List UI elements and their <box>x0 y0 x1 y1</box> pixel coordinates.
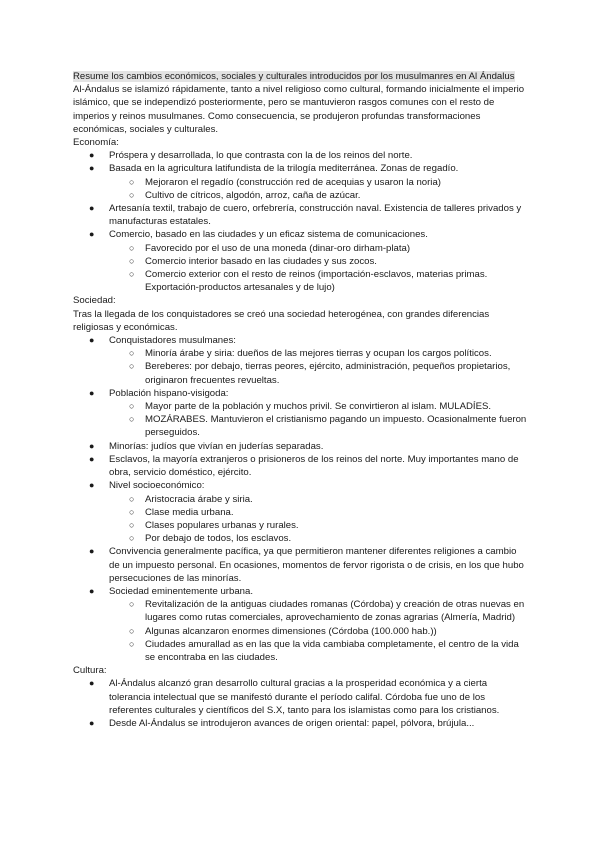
sub-list-item-text: Mejoraron el regadío (construcción red de acequias y usaron la noria) <box>145 176 441 188</box>
hollow-bullet-icon: ○ <box>129 176 135 187</box>
list-item-text: Convivencia generalmente pacífica, ya que permitieron mantener diferentes religiones a cambio de un impuesto personal. En ocasiones, momentos de fervor rigorista o de crisis, en los que hubo persecuciones de las minorías. <box>109 546 524 584</box>
hollow-bullet-icon: ○ <box>129 401 135 412</box>
list-item-text: Conquistadores musulmanes: <box>109 335 236 347</box>
sub-list-item-text: Cultivo de cítricos, algodón, arroz, caña de azúcar. <box>145 189 361 201</box>
list-item <box>73 717 528 730</box>
bullet-icon: ● <box>89 229 95 240</box>
sub-list-item <box>73 532 528 545</box>
sub-list-item-text: Ciudades amurallad as en las que la vida cambiaba completamente, el centro de la vida se encontraba en las ciudades. <box>145 638 519 663</box>
sub-list-item <box>73 413 528 439</box>
sub-list-item <box>73 268 528 294</box>
hollow-bullet-icon: ○ <box>129 242 135 253</box>
sub-list-item <box>73 519 528 532</box>
sub-list-item-text: Clases populares urbanas y rurales. <box>145 519 299 531</box>
sub-list-item-text: Comercio interior basado en las ciudades y sus zocos. <box>145 255 377 267</box>
sub-list-item-text: Aristocracia árabe y siria. <box>145 493 253 505</box>
list-item <box>73 677 528 717</box>
bullet-icon: ● <box>89 480 95 491</box>
list-item <box>73 585 528 598</box>
bullet-icon: ● <box>89 440 95 451</box>
sub-list-item-text: Por debajo de todos, los esclavos. <box>145 533 292 545</box>
hollow-bullet-icon: ○ <box>129 599 135 610</box>
list-item <box>73 228 528 241</box>
list-item <box>73 545 528 585</box>
document-title-block <box>73 70 528 83</box>
sub-list-item <box>73 638 528 664</box>
list-item-text: Nivel socioeconómico: <box>109 480 205 492</box>
list-item-text: Próspera y desarrollada, lo que contrasta con la de los reinos del norte. <box>109 150 413 162</box>
economia-heading: Economía: <box>73 137 119 149</box>
list-item-text: Basada en la agricultura latifundista de la trilogía mediterránea. Zonas de regadío. <box>109 163 459 175</box>
list-item <box>73 162 528 175</box>
sociedad-intro: Tras la llegada de los conquistadores se creó una sociedad heterogénea, con grandes diferencias religiosas y económicas. <box>73 308 490 333</box>
sub-list-item <box>73 506 528 519</box>
bullet-icon: ● <box>89 546 95 557</box>
hollow-bullet-icon: ○ <box>129 348 135 359</box>
list-item <box>73 387 528 400</box>
list-item <box>73 202 528 228</box>
hollow-bullet-icon: ○ <box>129 533 135 544</box>
list-item <box>73 334 528 347</box>
document-title: Resume los cambios económicos, sociales y culturales introducidos por los musulmanres en Al Ándalus <box>73 71 515 82</box>
hollow-bullet-icon: ○ <box>129 255 135 266</box>
cultura-list <box>73 677 528 730</box>
list-item-text: Minorías: judíos que vivían en juderías separadas. <box>109 440 324 452</box>
cultura-heading: Cultura: <box>73 665 107 677</box>
list-item-text: Sociedad eminentemente urbana. <box>109 585 254 597</box>
list-item <box>73 453 528 479</box>
list-item-text: Comercio, basado en las ciudades y un eficaz sistema de comunicaciones. <box>109 229 428 241</box>
hollow-bullet-icon: ○ <box>129 519 135 530</box>
bullet-icon: ● <box>89 585 95 596</box>
hollow-bullet-icon: ○ <box>129 493 135 504</box>
list-item-text: Al-Ándalus alcanzó gran desarrollo cultural gracias a la prosperidad económica y a cierta tolerancia intelectual que se manifestó durante el período califal. Córdoba fue uno de los referentes culturales y científicos del S.X, tanto para los islamistas como para los cristianos. <box>109 678 500 716</box>
sub-list-item-text: MOZÁRABES. Mantuvieron el cristianismo pagando un impuesto. Ocasionalmente fueron perseguidos. <box>145 414 527 439</box>
bullet-icon: ● <box>89 335 95 346</box>
sub-list-item-text: Favorecido por el uso de una moneda (dinar-oro dirham-plata) <box>145 242 411 254</box>
sub-list-item-text: Minoría árabe y siria: dueños de las mejores tierras y ocupan los cargos políticos. <box>145 348 492 360</box>
bullet-icon: ● <box>89 387 95 398</box>
bullet-icon: ● <box>89 717 95 728</box>
sociedad-list <box>73 334 528 664</box>
list-item-text: Esclavos, la mayoría extranjeros o prisioneros de los reinos del norte. Muy importantes mano de obra, servicio doméstico, ejército. <box>109 453 519 479</box>
sub-list-item-text: Comercio exterior con el resto de reinos (importación-esclavos, materias primas. Exportación-productos artesanales y de lujo) <box>145 269 488 294</box>
hollow-bullet-icon: ○ <box>129 189 135 200</box>
sub-list-item <box>73 493 528 506</box>
sub-list-item <box>73 347 528 360</box>
sub-list-item <box>73 189 528 202</box>
hollow-bullet-icon: ○ <box>129 414 135 425</box>
bullet-icon: ● <box>89 150 95 161</box>
intro-paragraph: Al-Ándalus se islamizó rápidamente, tanto a nivel religioso como cultural, formando inicialmente el imperio islámico, que se independizó posteriormente, pero se mantuvieron rasgos comunes con el resto de imperios y reinos musulmanes. Como consecuencia, se produjeron profundas transformaciones económicas, sociales y culturales. <box>73 84 525 135</box>
sub-list-item <box>73 360 528 386</box>
list-item <box>73 479 528 492</box>
bullet-icon: ● <box>89 163 95 174</box>
hollow-bullet-icon: ○ <box>129 361 135 372</box>
sub-list-item <box>73 255 528 268</box>
bullet-icon: ● <box>89 453 95 464</box>
sub-list-item <box>73 625 528 638</box>
hollow-bullet-icon: ○ <box>129 506 135 517</box>
sub-list-item-text: Algunas alcanzaron enormes dimensiones (Córdoba (100.000 hab.)) <box>145 625 437 637</box>
sub-list-item <box>73 242 528 255</box>
bullet-icon: ● <box>89 678 95 689</box>
sub-list-item <box>73 176 528 189</box>
sub-list-item-text: Mayor parte de la población y muchos privil. Se convirtieron al islam. MULADÍES. <box>145 401 492 413</box>
sociedad-heading: Sociedad: <box>73 295 116 307</box>
economia-list <box>73 149 528 294</box>
sub-list-item-text: Revitalización de la antiguas ciudades romanas (Córdoba) y creación de otras nuevas en lugares como rutas comerciales, aprovechamiento de zonas agrarias (Almería, Madrid) <box>145 599 525 624</box>
sub-list-item <box>73 598 528 624</box>
list-item-text: Artesanía textil, trabajo de cuero, orfebrería, construcción naval. Existencia de talleres privados y manufacturas estatales. <box>109 203 522 228</box>
bullet-icon: ● <box>89 203 95 214</box>
list-item-text: Población hispano-visigoda: <box>109 387 229 399</box>
list-item-text: Desde Al-Ándalus se introdujeron avances de origen oriental: papel, pólvora, brújula... <box>109 717 475 729</box>
sub-list-item-text: Bereberes: por debajo, tierras peores, ejército, administración, pequeños propietarios, originaron frecuentes revueltas. <box>145 361 511 386</box>
hollow-bullet-icon: ○ <box>129 269 135 280</box>
list-item <box>73 149 528 162</box>
sub-list-item-text: Clase media urbana. <box>145 506 234 518</box>
hollow-bullet-icon: ○ <box>129 638 135 649</box>
list-item <box>73 440 528 453</box>
hollow-bullet-icon: ○ <box>129 625 135 636</box>
sub-list-item <box>73 400 528 413</box>
